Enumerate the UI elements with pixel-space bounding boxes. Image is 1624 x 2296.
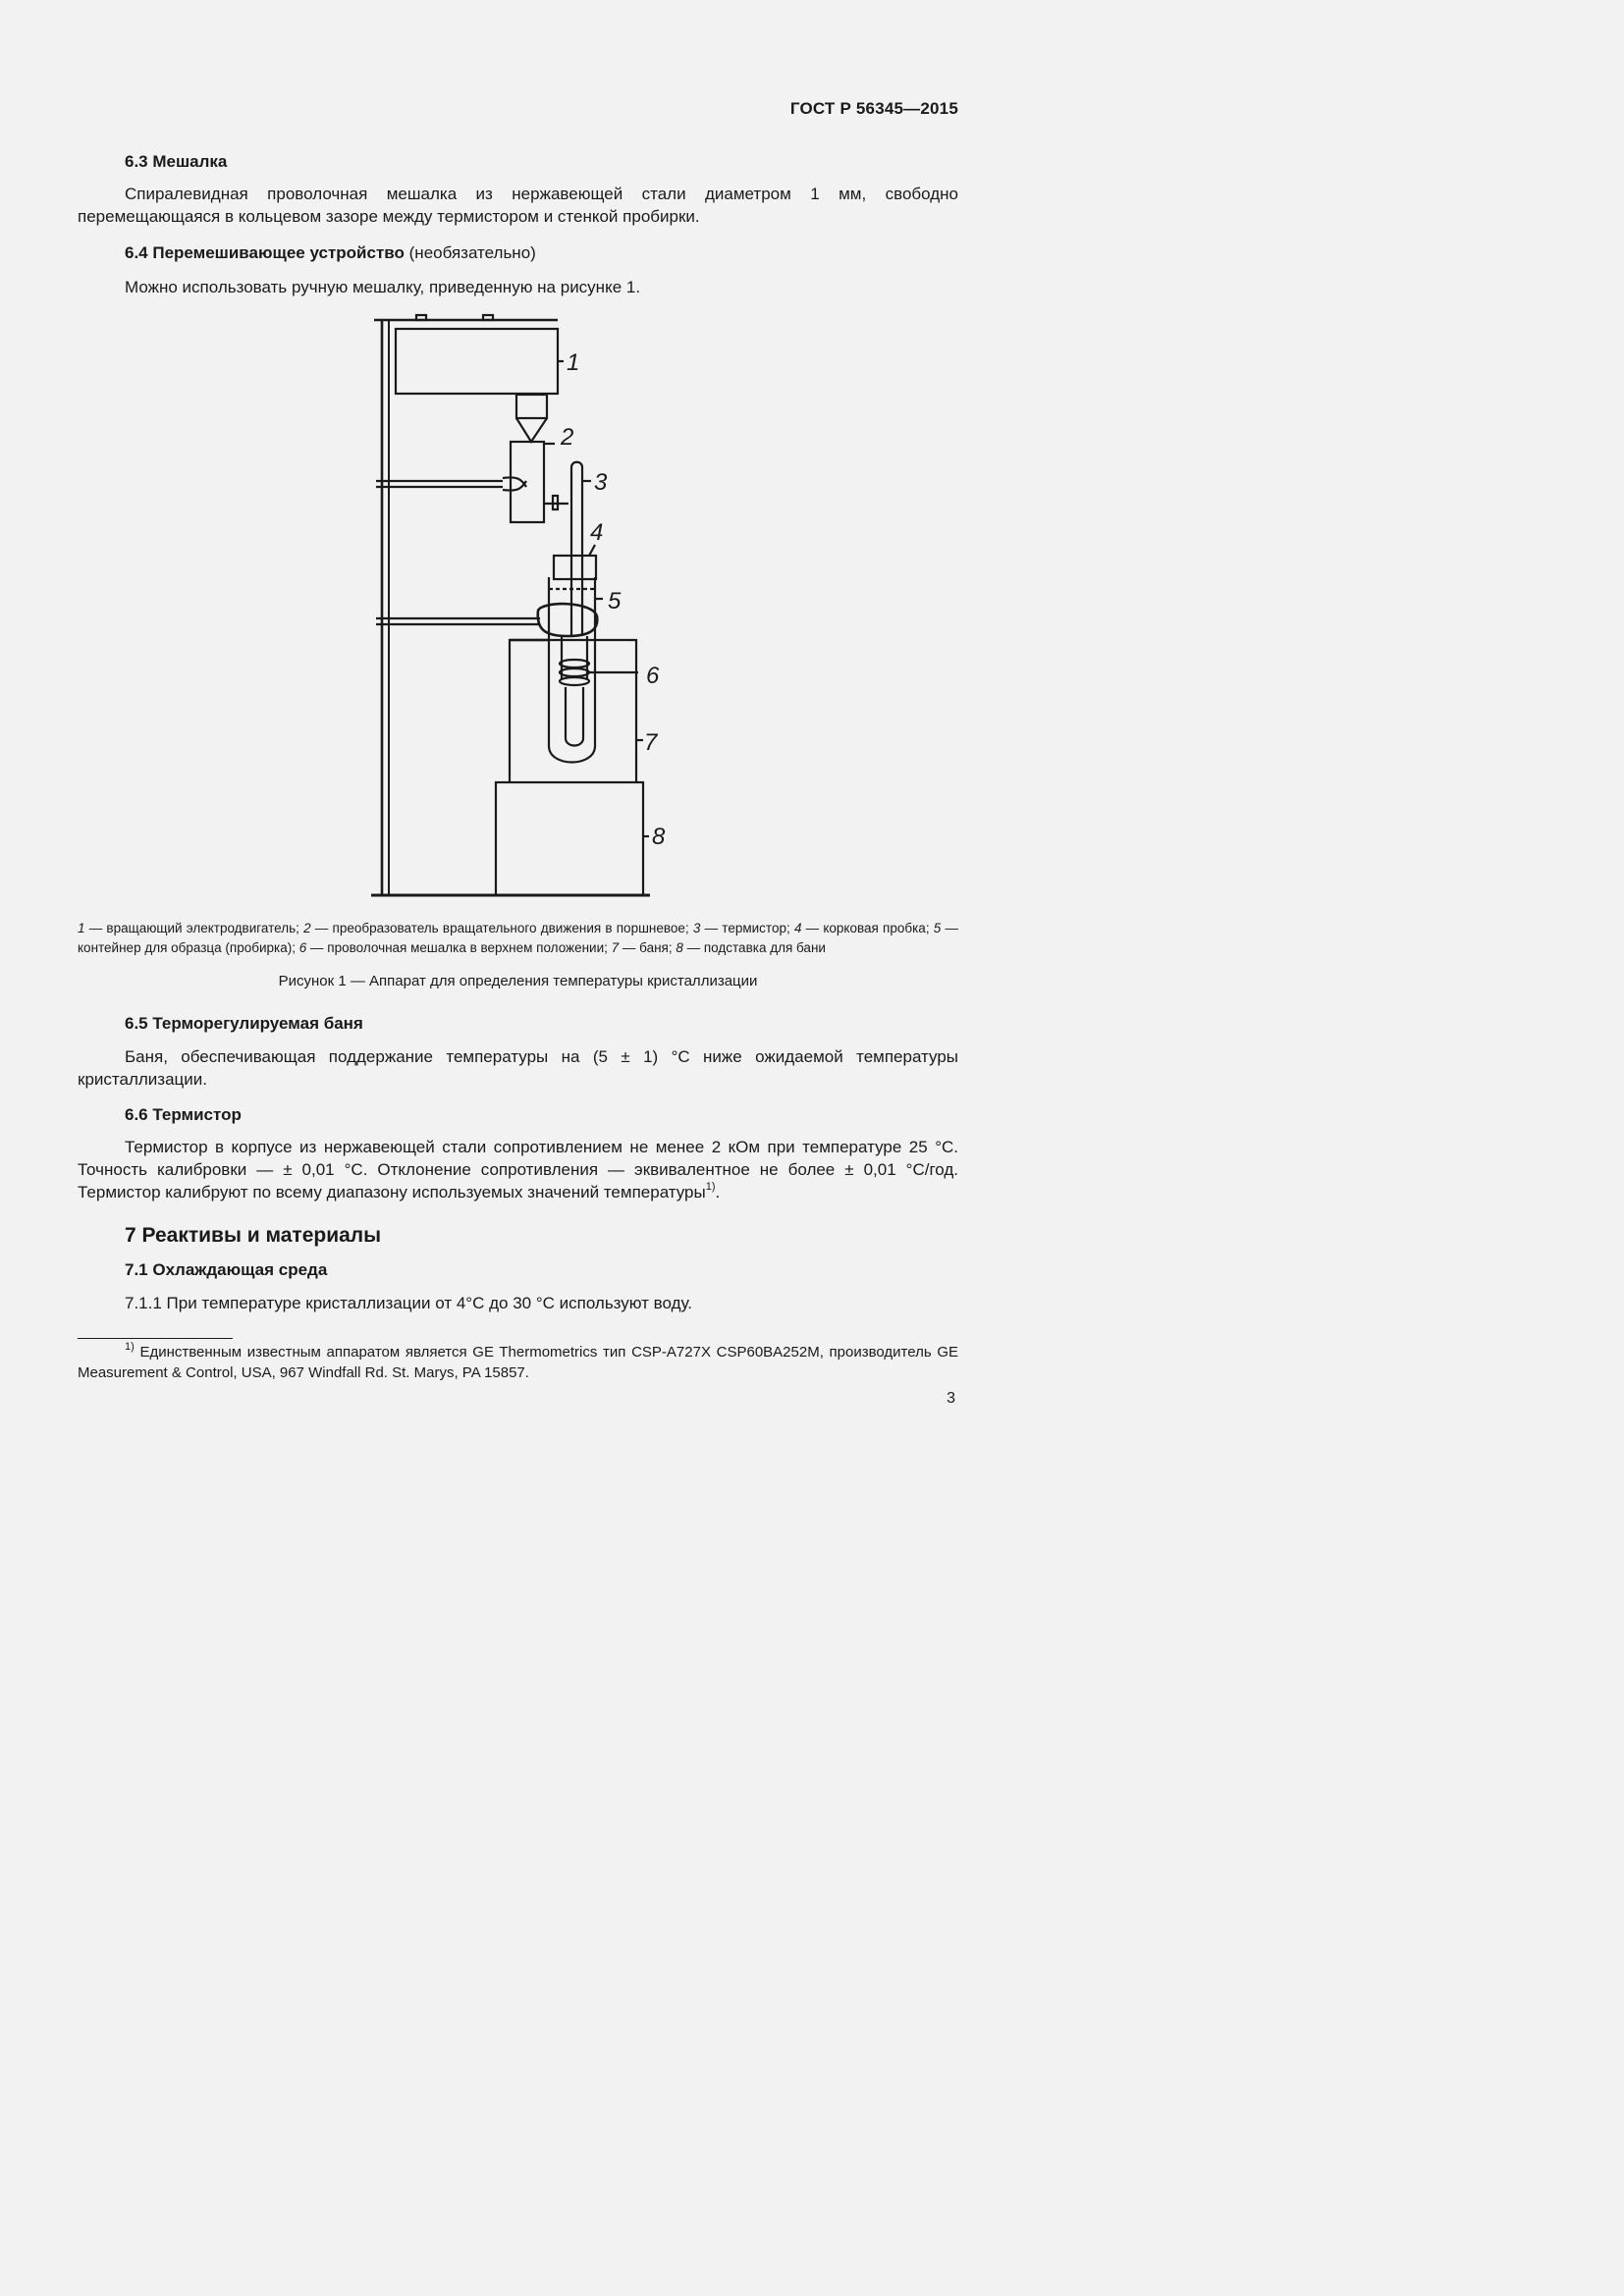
figure-1-apparatus-drawing: [363, 306, 687, 903]
bath: [510, 640, 636, 782]
top-clamp-knob-2: [483, 315, 493, 320]
callout-5: 5: [608, 588, 622, 614]
section-6-4-title-note: (необязательно): [408, 243, 536, 262]
legend-item: 6 — проволочная мешалка в верхнем положении;: [298, 940, 612, 955]
section-6-6-text: [78, 1136, 958, 1203]
footnote-text: Единственным известным аппаратом является GE Thermometrics тип CSP-A727X CSP60BA252M, производитель GE Measurement & Control, USA, 967 Windfall Rd. St. Marys, PA 15857.: [78, 1344, 958, 1381]
figure-legend: [78, 919, 958, 958]
section-6-5-title: 6.5 Терморегулируемая баня: [125, 1014, 363, 1033]
motor-box: [396, 329, 558, 394]
converter-body: [511, 442, 544, 522]
legend-item: 8 — подставка для бани: [676, 940, 826, 955]
legend-item: 7 — баня;: [611, 940, 677, 955]
thermistor-rod: [571, 462, 582, 636]
section-7-1-1-text: 7.1.1 При температуре кристаллизации от 4°С до 30 °С используют воду.: [125, 1294, 693, 1312]
tube-holder-clamp: [538, 604, 598, 636]
section-6-6-body: Термистор в корпусе из нержавеющей стали сопротивлением не менее 2 кОм при температуре 25 °С. Точность калибровки — ± 0,01 °С. Отклонение сопротивления — эквивалентное не более ± 0,01 °С/год. Термистор калибруют по всему диапазону используемых значений температуры: [78, 1138, 958, 1201]
legend-item: 2 — преобразователь вращательного движения в поршневое;: [303, 921, 693, 935]
footnote-ref-1[interactable]: 1): [705, 1181, 716, 1194]
stirrer-coil-3: [560, 677, 589, 685]
section-6-4-text: Можно использовать ручную мешалку, приведенную на рисунке 1.: [125, 278, 641, 296]
legend-item: 5 — контейнер для образца (пробирка);: [78, 921, 959, 955]
stirrer-wires: [562, 636, 587, 679]
cork-stopper: [554, 556, 596, 579]
coupling-top: [516, 395, 547, 418]
callout-7: 7: [644, 729, 658, 756]
section-6-6-end: .: [715, 1183, 721, 1201]
section-6-5-text: Баня, обеспечивающая поддержание температуры на (5 ± 1) °С ниже ожидаемой температуры кристаллизации.: [78, 1047, 958, 1089]
legend-item: 4 — корковая пробка;: [793, 921, 934, 935]
footnote-marker: 1): [125, 1341, 135, 1353]
legend-item: 3 — термистор;: [692, 921, 794, 935]
footnote: [78, 1342, 958, 1383]
callout-8: 8: [652, 824, 666, 850]
section-6-3-text: Спиралевидная проволочная мешалка из нержавеющей стали диаметром 1 мм, свободно перемещающаяся в кольцевом зазоре между термистором и стенкой пробирки.: [78, 185, 958, 226]
document-header: ГОСТ Р 56345—2015: [789, 99, 958, 118]
section-6-3-title: 6.3 Мешалка: [125, 152, 228, 171]
section-6-4-title: [125, 243, 536, 263]
section-7-1-title: 7.1 Охлаждающая среда: [125, 1260, 328, 1279]
thermistor-tip: [566, 687, 583, 746]
callout-6: 6: [646, 663, 660, 689]
callout-3: 3: [594, 469, 608, 496]
callout-4: 4: [590, 519, 604, 546]
legend-item: 1 — вращающий электродвигатель;: [78, 921, 304, 935]
top-clamp-knob-1: [416, 315, 426, 320]
bath-stand: [496, 782, 643, 895]
page-number: 3: [947, 1390, 955, 1407]
section-6-6-title: 6.6 Термистор: [125, 1105, 242, 1124]
stirrer-coil-2: [560, 668, 589, 676]
mid-clamp-fork: [503, 477, 526, 490]
callout-1: 1: [567, 349, 580, 376]
figure-caption: Рисунок 1 — Аппарат для определения температуры кристаллизации: [278, 973, 758, 989]
leader-4: [589, 545, 595, 556]
footnote-divider: [78, 1338, 233, 1339]
callout-2: 2: [561, 424, 574, 451]
coupling-cone: [516, 418, 547, 442]
stirrer-coil-1: [560, 660, 589, 667]
section-6-4-title-main: 6.4 Перемешивающее устройство: [125, 243, 405, 262]
section-7-title: 7 Реактивы и материалы: [125, 1224, 382, 1247]
